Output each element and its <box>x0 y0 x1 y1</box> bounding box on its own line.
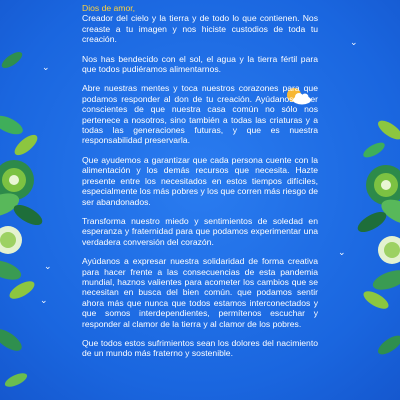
paragraph: Transforma nuestro miedo y sentimientos de soledad en esperanza y fraternidad para que podamos experimentar una verdadera conversión del corazón. <box>82 215 318 247</box>
paragraph: Abre nuestras mentes y toca nuestros corazones para que podamos responder al don de tu creación. Ayúdanos a ser conscientes de que nuestra casa común no sólo nos pertenece a nosotros, sino también a todas las criaturas y a todas las generaciones futuras, y que es nuestra responsabilidad preservarla. <box>82 83 318 146</box>
bird-icon: ⌄ <box>40 295 48 305</box>
paragraph: Que todos estos sufrimientos sean los dolores del nacimiento de un mundo más fraterno y sostenible. <box>82 337 318 359</box>
greeting: Dios de amor, <box>82 3 136 13</box>
paragraph: Ayúdanos a expresar nuestra solidaridad de forma creativa para hacer frente a las consecuencias de esta pandemia mundial, haznos valientes para acometer los cambios que se necesitan en busca del bien común. que podamos sentir ahora más que nunca que todos estamos interconectados y que somos interdependientes, permítenos escuchar y responder al clamor de la tierra y al clamor de los pobres. <box>82 256 318 329</box>
bird-icon: ⌄ <box>338 247 346 257</box>
leaf-decoration-left-icon <box>0 0 50 400</box>
bird-icon: ⌄ <box>42 62 50 72</box>
bird-icon: ⌄ <box>44 261 52 271</box>
bird-icon: ⌄ <box>350 37 358 47</box>
paragraph: Creador del cielo y la tierra y de todo lo que contienen. Nos creaste a tu imagen y nos hiciste custodios de toda tu creación. <box>82 13 318 45</box>
paragraph: Nos has bendecido con el sol, el agua y la tierra fértil para que todos pudiéramos alimentarnos. <box>82 53 318 75</box>
prayer-text <box>82 3 318 368</box>
leaf-decoration-right-icon <box>350 0 400 400</box>
paragraph: Que ayudemos a garantizar que cada persona cuente con la alimentación y los demás recursos que necesita. Hazte presente entre los necesitados en estos tiempos difíciles, especialmente los más pobres y los que corren más riesgo de ser abandonados. <box>82 154 318 207</box>
